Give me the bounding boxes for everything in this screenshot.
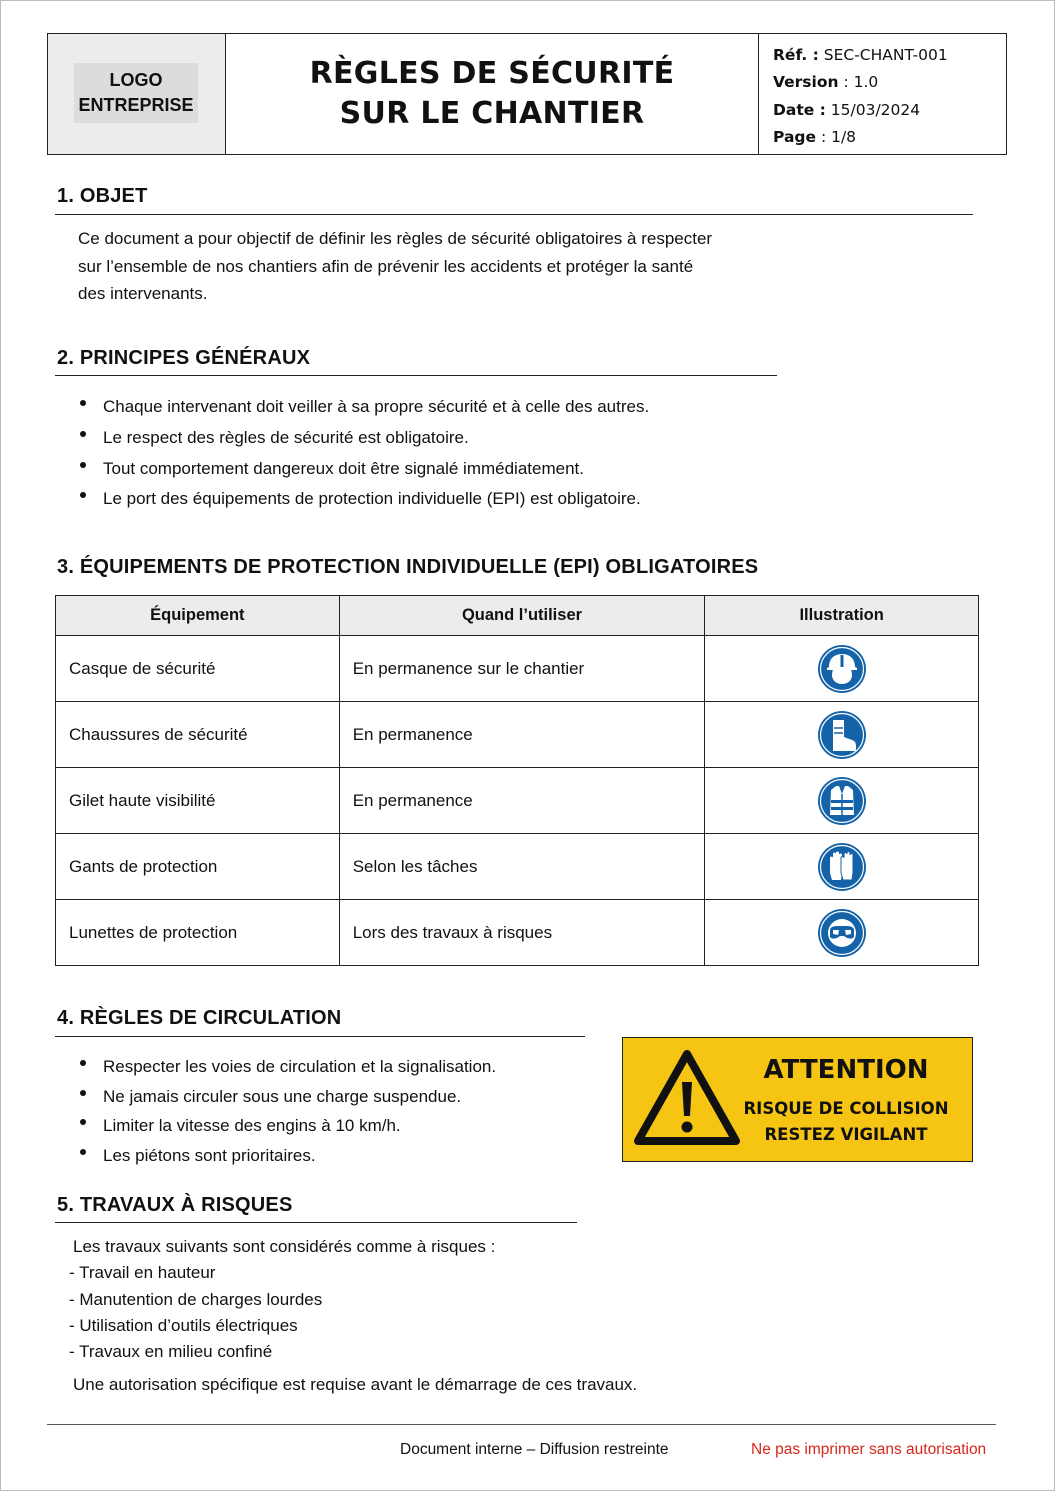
title-line-1: RÈGLES DE SÉCURITÉ xyxy=(309,56,675,91)
equipment-cell: Casque de sécurité xyxy=(56,636,340,702)
document-meta xyxy=(759,34,1006,154)
table-row xyxy=(56,900,979,966)
meta-label: Réf. : xyxy=(773,46,819,64)
list-item: Ne jamais circuler sous une charge suspendue. xyxy=(78,1082,496,1112)
meta-label: Page xyxy=(773,127,817,146)
illustration-cell xyxy=(705,900,979,966)
section-5-title: 5. TRAVAUX À RISQUES xyxy=(57,1194,293,1216)
footer-rule xyxy=(47,1424,996,1425)
warning-triangle-icon xyxy=(633,1048,741,1148)
equipment-cell: Gilet haute visibilité xyxy=(56,768,340,834)
footer-print-warning: Ne pas imprimer sans autorisation xyxy=(751,1441,987,1458)
meta-version xyxy=(773,69,1006,96)
equipment-cell: Chaussures de sécurité xyxy=(56,702,340,768)
meta-value: SEC-CHANT-001 xyxy=(818,46,948,64)
section-1-text xyxy=(78,225,712,308)
meta-label: Version xyxy=(773,73,839,92)
footer-distribution-note: Document interne – Diffusion restreinte xyxy=(400,1441,669,1458)
section-3-title: 3. ÉQUIPEMENTS DE PROTECTION INDIVIDUELLE (EPI) OBLIGATOIRES xyxy=(57,556,759,578)
vest-icon xyxy=(817,776,867,826)
equipment-cell: Lunettes de protection xyxy=(56,900,340,966)
illustration-cell xyxy=(705,768,979,834)
epi-table xyxy=(55,595,979,966)
section-2-rule xyxy=(55,375,777,376)
table-row xyxy=(56,636,979,702)
table-header-row xyxy=(56,596,979,636)
meta-value: : 1/8 xyxy=(816,127,857,146)
helmet-icon xyxy=(817,644,867,694)
text-line: sur l’ensemble de nos chantiers afin de prévenir les accidents et protéger la santé xyxy=(78,256,694,276)
risk-item: - Utilisation d’outils électriques xyxy=(69,1316,298,1335)
section-1-title: 1. OBJET xyxy=(57,185,148,207)
warning-line-2: RESTEZ VIGILANT xyxy=(764,1125,928,1144)
logo-cell xyxy=(48,34,226,154)
illustration-cell xyxy=(705,834,979,900)
when-cell: Selon les tâches xyxy=(339,834,705,900)
section-5-rule xyxy=(55,1222,577,1223)
section-4-rule xyxy=(55,1036,585,1037)
goggles-icon xyxy=(817,908,867,958)
equipment-cell: Gants de protection xyxy=(56,834,340,900)
title-line-2: SUR LE CHANTIER xyxy=(339,96,645,131)
list-item: Les piétons sont prioritaires. xyxy=(78,1141,496,1171)
table-row xyxy=(56,768,979,834)
meta-value: : 1.0 xyxy=(838,73,879,92)
column-header-illustration: Illustration xyxy=(705,596,979,636)
list-item: Tout comportement dangereux doit être signalé immédiatement. xyxy=(78,454,649,485)
meta-page xyxy=(773,124,1006,151)
risk-item: - Travaux en milieu confiné xyxy=(69,1342,273,1361)
logo-line-1: LOGO xyxy=(109,70,163,90)
warning-line-1: RISQUE DE COLLISION xyxy=(743,1099,949,1118)
meta-label: Date : xyxy=(773,100,826,119)
section-1-rule xyxy=(55,214,973,215)
list-item: Respecter les voies de circulation et la signalisation. xyxy=(78,1052,496,1082)
list-item: Chaque intervenant doit veiller à sa propre sécurité et à celle des autres. xyxy=(78,392,649,423)
list-item: Le port des équipements de protection individuelle (EPI) est obligatoire. xyxy=(78,484,649,515)
boot-icon xyxy=(817,710,867,760)
table-row xyxy=(56,834,979,900)
warning-sign xyxy=(622,1037,973,1162)
logo-line-2: ENTREPRISE xyxy=(78,95,194,115)
illustration-cell xyxy=(705,702,979,768)
section-4-title: 4. RÈGLES DE CIRCULATION xyxy=(57,1007,342,1029)
section-2-title: 2. PRINCIPES GÉNÉRAUX xyxy=(57,347,311,369)
text-line: Ce document a pour objectif de définir les règles de sécurité obligatoires à respecter xyxy=(78,229,713,248)
illustration-cell xyxy=(705,636,979,702)
column-header-when: Quand l’utiliser xyxy=(339,596,705,636)
meta-date xyxy=(773,97,1006,124)
when-cell: En permanence xyxy=(339,768,705,834)
risk-item: - Manutention de charges lourdes xyxy=(69,1290,323,1309)
document-title xyxy=(226,34,759,154)
glove-icon xyxy=(817,842,867,892)
list-item: Le respect des règles de sécurité est obligatoire. xyxy=(78,423,649,454)
risk-item: - Travail en hauteur xyxy=(69,1263,216,1282)
section-4-list xyxy=(78,1052,496,1170)
list-item: Limiter la vitesse des engins à 10 km/h. xyxy=(78,1111,496,1141)
meta-value: 15/03/2024 xyxy=(825,100,921,119)
warning-heading: ATTENTION xyxy=(763,1055,929,1085)
when-cell: Lors des travaux à risques xyxy=(339,900,705,966)
when-cell: En permanence sur le chantier xyxy=(339,636,705,702)
section-5-intro: Les travaux suivants sont considérés comme à risques : xyxy=(73,1237,496,1256)
table-row xyxy=(56,702,979,768)
column-header-equipment: Équipement xyxy=(56,596,340,636)
when-cell: En permanence xyxy=(339,702,705,768)
meta-reference xyxy=(773,42,1006,69)
document-header xyxy=(47,33,1007,155)
company-logo-placeholder xyxy=(74,63,198,123)
text-line: des intervenants. xyxy=(78,284,208,303)
section-5-note: Une autorisation spécifique est requise avant le démarrage de ces travaux. xyxy=(73,1375,638,1394)
section-2-list xyxy=(78,392,649,515)
